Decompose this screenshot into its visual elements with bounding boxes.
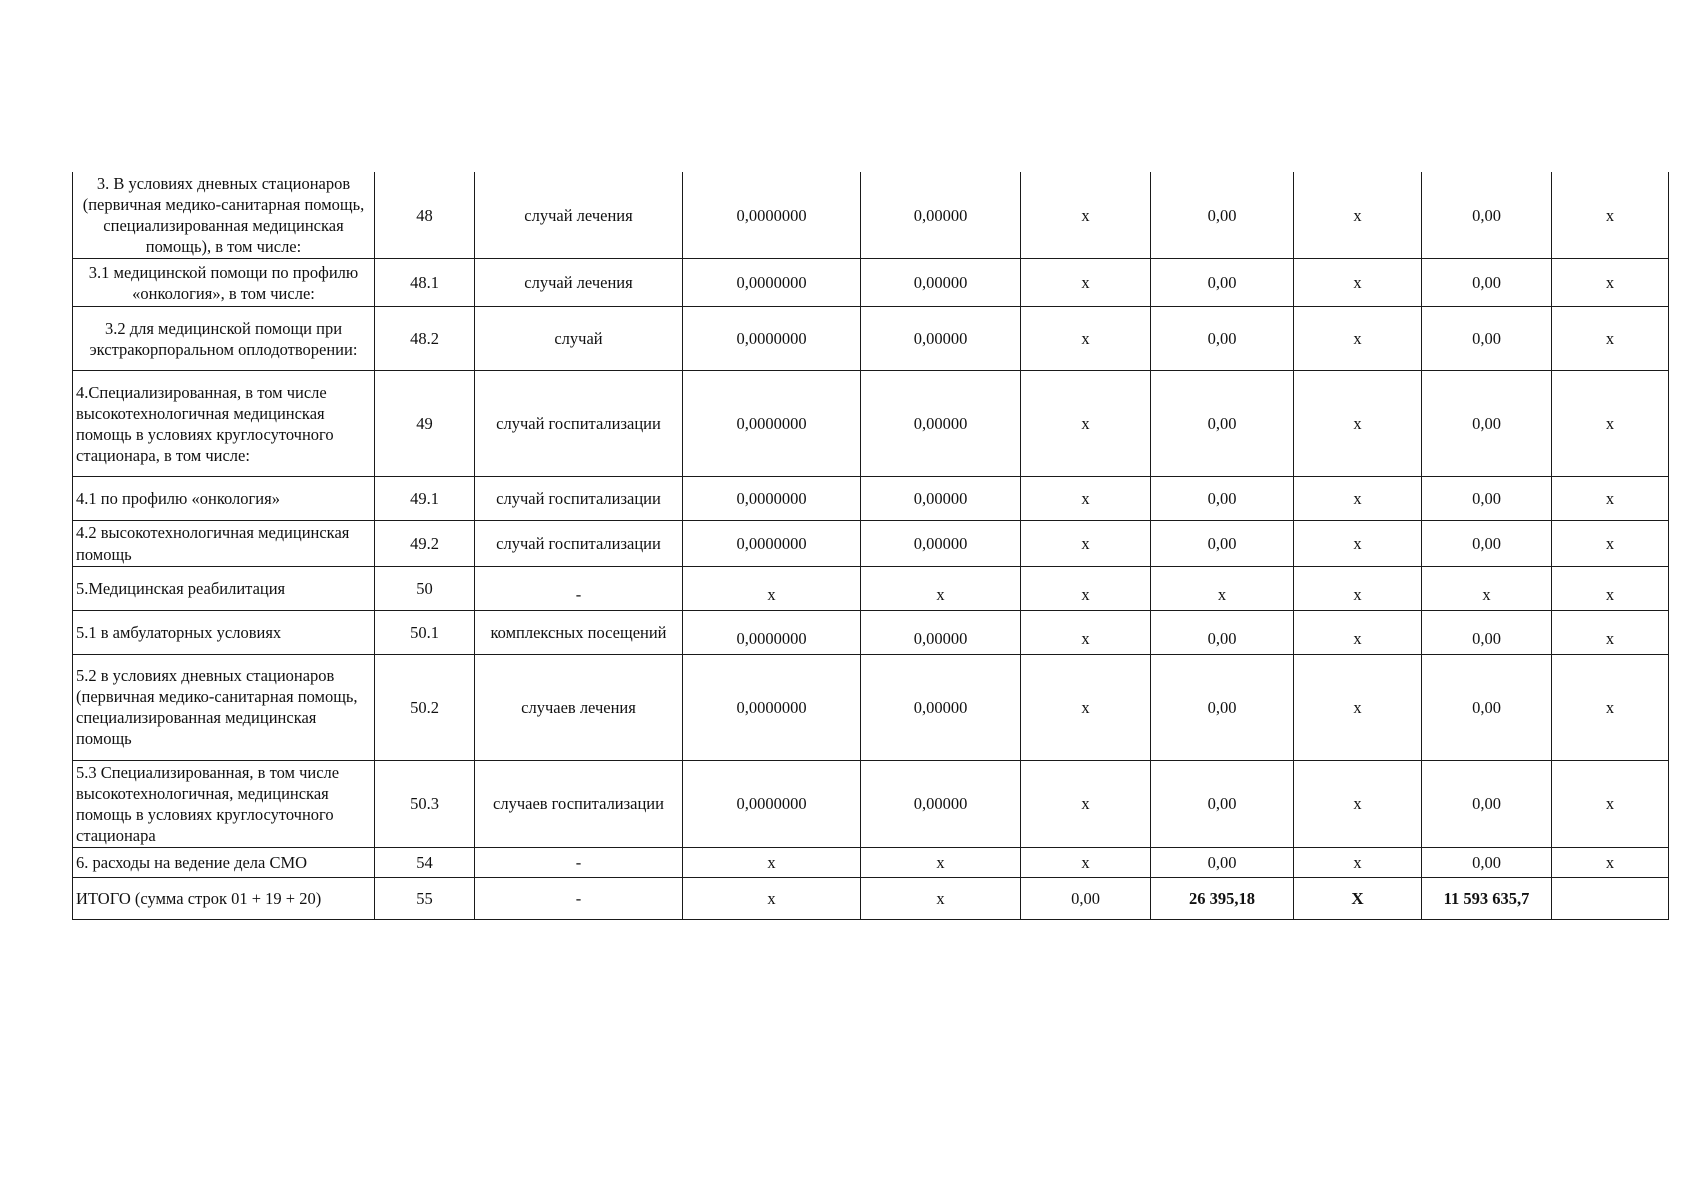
value-cell: 0,00: [1151, 760, 1294, 847]
row-unit-cell: случай лечения: [475, 259, 683, 307]
row-name-cell: ИТОГО (сумма строк 01 + 19 + 20): [73, 878, 375, 920]
value-cell: 0,00: [1151, 371, 1294, 477]
total-row: [73, 878, 1669, 920]
row-unit-cell: случай: [475, 307, 683, 371]
value-cell: х: [1552, 848, 1669, 878]
row-code-cell: 50.1: [375, 610, 475, 654]
value-cell: 0,0000000: [683, 307, 861, 371]
table-row: [73, 477, 1669, 521]
value-cell: 0,00000: [861, 477, 1021, 521]
row-code-cell: 48.2: [375, 307, 475, 371]
row-code-cell: 49.1: [375, 477, 475, 521]
value-cell: 0,0000000: [683, 259, 861, 307]
value-cell: 0,0000000: [683, 172, 861, 259]
row-code-cell: 48: [375, 172, 475, 259]
row-code-cell: 48.1: [375, 259, 475, 307]
value-cell: 0,00: [1151, 172, 1294, 259]
row-unit-cell: случаев лечения: [475, 654, 683, 760]
value-cell: х: [1294, 259, 1422, 307]
row-code-cell: 50.3: [375, 760, 475, 847]
total-value-cell: 11 593 635,7: [1422, 878, 1552, 920]
value-cell: 0,00: [1151, 654, 1294, 760]
row-code-cell: 49: [375, 371, 475, 477]
value-cell: х: [1294, 371, 1422, 477]
row-name-cell: 5.2 в условиях дневных стационаров (первичная медико-санитарная помощь, специализированная медицинская помощь: [73, 654, 375, 760]
value-cell: 0,0000000: [683, 654, 861, 760]
value-cell: 0,00000: [861, 172, 1021, 259]
value-cell: 0,00000: [861, 521, 1021, 566]
row-unit-cell: -: [475, 566, 683, 610]
value-cell: 0,00: [1422, 172, 1552, 259]
value-cell: х: [683, 848, 861, 878]
value-cell: 0,00: [1422, 848, 1552, 878]
value-cell: 0,00: [1151, 521, 1294, 566]
value-cell: 0,00: [1422, 371, 1552, 477]
row-name-cell: 4.Специализированная, в том числе высокотехнологичная медицинская помощь в условиях круглосуточного стационара, в том числе:: [73, 371, 375, 477]
value-cell: х: [1422, 566, 1552, 610]
row-unit-cell: случай госпитализации: [475, 521, 683, 566]
value-cell: [1552, 878, 1669, 920]
row-name-cell: 5.3 Специализированная, в том числе высокотехнологичная, медицинская помощь в условиях круглосуточного стационара: [73, 760, 375, 847]
table-row: [73, 172, 1669, 259]
value-cell: х: [1294, 848, 1422, 878]
row-unit-cell: случай госпитализации: [475, 477, 683, 521]
table-row: [73, 259, 1669, 307]
value-cell: 0,0000000: [683, 760, 861, 847]
value-cell: х: [1552, 371, 1669, 477]
row-code-cell: 55: [375, 878, 475, 920]
value-cell: х: [1552, 307, 1669, 371]
row-name-cell: 4.1 по профилю «онкология»: [73, 477, 375, 521]
value-cell: 0,0000000: [683, 521, 861, 566]
value-cell: х: [1294, 477, 1422, 521]
value-cell: х: [1021, 307, 1151, 371]
value-cell: х: [1552, 172, 1669, 259]
row-name-cell: 5.1 в амбулаторных условиях: [73, 610, 375, 654]
value-cell: х: [1552, 259, 1669, 307]
value-cell: х: [1021, 654, 1151, 760]
table-row: [73, 566, 1669, 610]
value-cell: 0,0000000: [683, 477, 861, 521]
value-cell: х: [861, 566, 1021, 610]
value-cell: х: [1021, 610, 1151, 654]
row-code-cell: 50.2: [375, 654, 475, 760]
row-name-cell: 5.Медицинская реабилитация: [73, 566, 375, 610]
value-cell: 0,0000000: [683, 371, 861, 477]
row-unit-cell: случаев госпитализации: [475, 760, 683, 847]
table-row: [73, 610, 1669, 654]
value-cell: х: [1552, 477, 1669, 521]
row-unit-cell: -: [475, 848, 683, 878]
table-row: [73, 654, 1669, 760]
value-cell: 0,00: [1021, 878, 1151, 920]
value-cell: 0,00000: [861, 610, 1021, 654]
value-cell: 0,00000: [861, 654, 1021, 760]
value-cell: х: [1021, 172, 1151, 259]
value-cell: 0,00: [1422, 307, 1552, 371]
value-cell: х: [1552, 760, 1669, 847]
value-cell: 0,00: [1422, 760, 1552, 847]
value-cell: х: [1021, 848, 1151, 878]
value-cell: 0,00: [1422, 521, 1552, 566]
table-row: [73, 307, 1669, 371]
value-cell: х: [1021, 477, 1151, 521]
value-cell: х: [861, 878, 1021, 920]
row-unit-cell: случай лечения: [475, 172, 683, 259]
value-cell: х: [1294, 610, 1422, 654]
value-cell: х: [1294, 654, 1422, 760]
row-name-cell: 3.2 для медицинской помощи при экстракорпоральном оплодотворении:: [73, 307, 375, 371]
table-row: [73, 521, 1669, 566]
data-table: [72, 172, 1669, 920]
value-cell: 0,00000: [861, 307, 1021, 371]
value-cell: х: [1021, 521, 1151, 566]
value-cell: х: [1552, 521, 1669, 566]
value-cell: 0,00: [1151, 307, 1294, 371]
total-value-cell: 26 395,18: [1151, 878, 1294, 920]
value-cell: х: [1552, 610, 1669, 654]
row-code-cell: 54: [375, 848, 475, 878]
value-cell: 0,00: [1422, 259, 1552, 307]
table-row: [73, 760, 1669, 847]
row-name-cell: 6. расходы на ведение дела СМО: [73, 848, 375, 878]
value-cell: 0,00000: [861, 371, 1021, 477]
row-unit-cell: -: [475, 878, 683, 920]
value-cell: х: [1021, 371, 1151, 477]
row-name-cell: 3.1 медицинской помощи по профилю «онкология», в том числе:: [73, 259, 375, 307]
value-cell: 0,00000: [861, 760, 1021, 847]
value-cell: х: [1021, 760, 1151, 847]
value-cell: 0,00: [1151, 848, 1294, 878]
value-cell: 0,0000000: [683, 610, 861, 654]
value-cell: 0,00: [1151, 477, 1294, 521]
value-cell: 0,00: [1151, 259, 1294, 307]
value-cell: х: [1151, 566, 1294, 610]
value-cell: х: [1552, 654, 1669, 760]
value-cell: х: [1294, 172, 1422, 259]
row-name-cell: 4.2 высокотехнологичная медицинская помощь: [73, 521, 375, 566]
value-cell: х: [1552, 566, 1669, 610]
value-cell: 0,00: [1422, 654, 1552, 760]
value-cell: 0,00: [1422, 610, 1552, 654]
value-cell: х: [1294, 760, 1422, 847]
value-cell: 0,00: [1151, 610, 1294, 654]
row-code-cell: 50: [375, 566, 475, 610]
row-unit-cell: комплексных посещений: [475, 610, 683, 654]
row-code-cell: 49.2: [375, 521, 475, 566]
value-cell: х: [1021, 259, 1151, 307]
row-unit-cell: случай госпитализации: [475, 371, 683, 477]
value-cell: 0,00000: [861, 259, 1021, 307]
value-cell: х: [1021, 566, 1151, 610]
value-cell: 0,00: [1422, 477, 1552, 521]
value-cell: х: [683, 566, 861, 610]
table-row: [73, 848, 1669, 878]
value-cell: х: [1294, 521, 1422, 566]
table-row: [73, 371, 1669, 477]
value-cell: х: [861, 848, 1021, 878]
total-x-cell: Х: [1294, 878, 1422, 920]
row-name-cell: 3. В условиях дневных стационаров (первичная медико-санитарная помощь, специализированная медицинская помощь), в том числе:: [73, 172, 375, 259]
value-cell: х: [1294, 307, 1422, 371]
value-cell: х: [683, 878, 861, 920]
value-cell: х: [1294, 566, 1422, 610]
